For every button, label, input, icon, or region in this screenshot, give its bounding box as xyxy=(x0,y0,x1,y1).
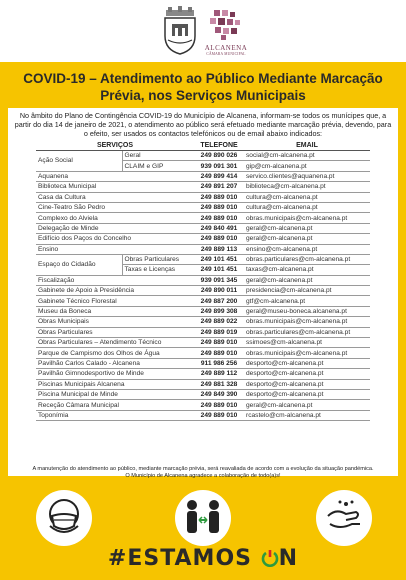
phone-number[interactable]: 939 091 345 xyxy=(194,275,244,285)
phone-number[interactable]: 249 889 010 xyxy=(194,338,244,348)
handwash-icon-circle xyxy=(316,490,372,546)
table-row xyxy=(36,389,370,399)
table-row xyxy=(36,244,370,254)
email-address[interactable]: rcastelo@cm-alcanena.pt xyxy=(244,410,370,420)
email-address[interactable]: gtf@cm-alcanena.pt xyxy=(244,296,370,306)
phone-number[interactable]: 939 091 301 xyxy=(194,161,244,171)
email-address[interactable]: presidencia@cm-alcanena.pt xyxy=(244,286,370,296)
email-address[interactable]: obras.municipais@cm-alcanena.pt xyxy=(244,213,370,223)
service-name: Gabinete Técnico Florestal xyxy=(36,296,194,306)
service-name: Complexo do Alviela xyxy=(36,213,194,223)
phone-number[interactable]: 249 899 414 xyxy=(194,171,244,181)
service-name: Delegação de Minde xyxy=(36,223,194,233)
coat-of-arms-icon xyxy=(160,6,200,56)
phone-number[interactable]: 249 840 491 xyxy=(194,223,244,233)
table-row xyxy=(36,327,370,337)
table-row xyxy=(36,223,370,233)
phone-number[interactable]: 249 889 010 xyxy=(194,192,244,202)
service-name: Obras Particulares xyxy=(36,327,194,337)
header-email: EMAIL xyxy=(244,141,370,151)
service-name: Gabinete de Apoio à Presidência xyxy=(36,286,194,296)
service-name: Parque de Campismo dos Olhos de Água xyxy=(36,348,194,358)
phone-number[interactable]: 249 101 451 xyxy=(194,254,244,264)
email-address[interactable]: desporto@cm-alcanena.pt xyxy=(244,358,370,368)
power-on-icon xyxy=(261,548,279,566)
service-name: Piscinas Municipais Alcanena xyxy=(36,379,194,389)
header-phone: TELEFONE xyxy=(194,141,244,151)
table-row xyxy=(36,234,370,244)
service-subsection: Obras Particulares xyxy=(122,254,194,264)
phone-number[interactable]: 249 889 113 xyxy=(194,244,244,254)
service-name: Fiscalização xyxy=(36,275,194,285)
footer-note-line-2: O Município de Alcanena agradece a colaboração de todo(a)s! xyxy=(125,473,281,480)
email-address[interactable]: geral@cm-alcanena.pt xyxy=(244,223,370,233)
phone-number[interactable]: 249 889 010 xyxy=(194,202,244,212)
phone-number[interactable]: 249 889 022 xyxy=(194,317,244,327)
phone-number[interactable]: 249 889 019 xyxy=(194,327,244,337)
phone-number[interactable]: 249 891 207 xyxy=(194,182,244,192)
municipio-logo xyxy=(206,8,246,58)
service-subsection: Taxas e Licenças xyxy=(122,265,194,275)
footer-note-line-1: A manutenção do atendimento ao público, mediante marcação prévia, será reavaliada de acordo com a evolução da situação pandémica. xyxy=(32,466,374,472)
email-address[interactable]: cultura@cm-alcanena.pt xyxy=(244,192,370,202)
phone-number[interactable]: 249 101 451 xyxy=(194,265,244,275)
email-address[interactable]: biblioteca@cm-alcanena.pt xyxy=(244,182,370,192)
service-name: Pavilhão Carlos Calado - Alcanena xyxy=(36,358,194,368)
mask-icon-circle xyxy=(36,490,92,546)
service-name: Piscina Municipal de Minde xyxy=(36,389,194,399)
phone-number[interactable]: 249 887 200 xyxy=(194,296,244,306)
service-name: Obras Particulares – Atendimento Técnico xyxy=(36,338,194,348)
title-line-2: Prévia, nos Serviços Municipais xyxy=(100,88,306,103)
email-address[interactable]: cultura@cm-alcanena.pt xyxy=(244,202,370,212)
footer-note xyxy=(10,466,396,481)
table-row xyxy=(36,192,370,202)
table-row xyxy=(36,410,370,420)
intro-paragraph: No âmbito do Plano de Contingência COVID-19 do Município de Alcanena, informam-se todos os munícipes que, a partir do dia 14 de janeiro de 2021, o atendimento ao público será efetuado mediante marcação prévia, devendo, para o efeito, ser usados os contactos telefónicos ou de email abaixo indicados: xyxy=(14,111,392,139)
service-name: Biblioteca Municipal xyxy=(36,182,194,192)
table-row xyxy=(36,400,370,410)
table-row xyxy=(36,254,370,264)
email-address[interactable]: taxas@cm-alcanena.pt xyxy=(244,265,370,275)
email-address[interactable]: geral@museu-boneca.alcanena.pt xyxy=(244,306,370,316)
hashtag-suffix: N xyxy=(278,546,299,571)
phone-number[interactable]: 249 899 308 xyxy=(194,306,244,316)
service-name: Casa da Cultura xyxy=(36,192,194,202)
service-name: Toponímia xyxy=(36,410,194,420)
face-mask-icon xyxy=(36,490,92,546)
services-table xyxy=(36,141,370,421)
service-subsection: CLAIM e GIP xyxy=(122,161,194,171)
distance-icon-circle xyxy=(175,490,231,546)
email-address[interactable]: obras.municipais@cm-alcanena.pt xyxy=(244,348,370,358)
service-name: Cine-Teatro São Pedro xyxy=(36,202,194,212)
hashtag-text: #ESTAMOS xyxy=(107,546,261,571)
table-body xyxy=(36,151,370,421)
table-row xyxy=(36,286,370,296)
email-address[interactable]: obras.particulares@cm-alcanena.pt xyxy=(244,254,370,264)
email-address[interactable]: servico.clientes@aquanena.pt xyxy=(244,171,370,181)
icons-row xyxy=(0,490,406,546)
table-row xyxy=(36,348,370,358)
phone-number[interactable]: 249 889 010 xyxy=(194,400,244,410)
municipio-tagline: CÂMARA MUNICIPAL xyxy=(206,52,246,56)
municipio-name: ALCANENA xyxy=(204,44,248,52)
service-name: Aquanena xyxy=(36,171,194,181)
title xyxy=(0,62,406,106)
service-name: Ensino xyxy=(36,244,194,254)
phone-number[interactable]: 249 889 010 xyxy=(194,410,244,420)
table-row xyxy=(36,317,370,327)
service-name: Museu da Boneca xyxy=(36,306,194,316)
table-row xyxy=(36,182,370,192)
email-address[interactable]: desporto@cm-alcanena.pt xyxy=(244,369,370,379)
email-address[interactable]: desporto@cm-alcanena.pt xyxy=(244,389,370,399)
email-address[interactable]: geral@cm-alcanena.pt xyxy=(244,400,370,410)
email-address[interactable]: ssimoes@cm-alcanena.pt xyxy=(244,338,370,348)
table-row xyxy=(36,151,370,161)
email-address[interactable]: geral@cm-alcanena.pt xyxy=(244,275,370,285)
phone-number[interactable]: 249 849 390 xyxy=(194,389,244,399)
email-address[interactable]: geral@cm-alcanena.pt xyxy=(244,234,370,244)
table-row xyxy=(36,202,370,212)
email-address[interactable]: ensino@cm-alcanena.pt xyxy=(244,244,370,254)
service-name: Receção Câmara Municipal xyxy=(36,400,194,410)
email-address[interactable]: gip@cm-alcanena.pt xyxy=(244,161,370,171)
service-name: Obras Municipais xyxy=(36,317,194,327)
service-name: Pavilhão Gimnodesportivo de Minde xyxy=(36,369,194,379)
table-row xyxy=(36,171,370,181)
phone-number[interactable]: 249 881 328 xyxy=(194,379,244,389)
phone-number[interactable]: 249 889 010 xyxy=(194,234,244,244)
table-row xyxy=(36,306,370,316)
table-row xyxy=(36,369,370,379)
email-address[interactable]: obras.particulares@cm-alcanena.pt xyxy=(244,327,370,337)
phone-number[interactable]: 249 889 010 xyxy=(194,213,244,223)
email-address[interactable]: desporto@cm-alcanena.pt xyxy=(244,379,370,389)
title-line-1: COVID-19 – Atendimento ao Público Mediante Marcação xyxy=(23,71,383,86)
phone-number[interactable]: 249 890 026 xyxy=(194,151,244,161)
header-services: SERVIÇOS xyxy=(36,141,194,151)
social-distance-icon xyxy=(175,490,231,546)
table-row xyxy=(36,379,370,389)
table-header-row xyxy=(36,141,370,151)
table-row xyxy=(36,338,370,348)
service-name: Ação Social xyxy=(36,151,122,172)
table-row xyxy=(36,275,370,285)
table-row xyxy=(36,358,370,368)
table-row xyxy=(36,213,370,223)
email-address[interactable]: social@cm-alcanena.pt xyxy=(244,151,370,161)
municipio-logo-icon xyxy=(206,8,246,42)
email-address[interactable]: obras.municipais@cm-alcanena.pt xyxy=(244,317,370,327)
phone-number[interactable]: 249 889 010 xyxy=(194,348,244,358)
phone-number[interactable]: 249 890 011 xyxy=(194,286,244,296)
service-name: Espaço do Cidadão xyxy=(36,254,122,275)
hashtag xyxy=(0,546,406,571)
phone-number[interactable]: 249 889 112 xyxy=(194,369,244,379)
service-subsection: Geral xyxy=(122,151,194,161)
table-row xyxy=(36,296,370,306)
service-name: Edifício dos Paços do Concelho xyxy=(36,234,194,244)
phone-number[interactable]: 911 986 256 xyxy=(194,358,244,368)
hand-washing-icon xyxy=(316,490,372,546)
